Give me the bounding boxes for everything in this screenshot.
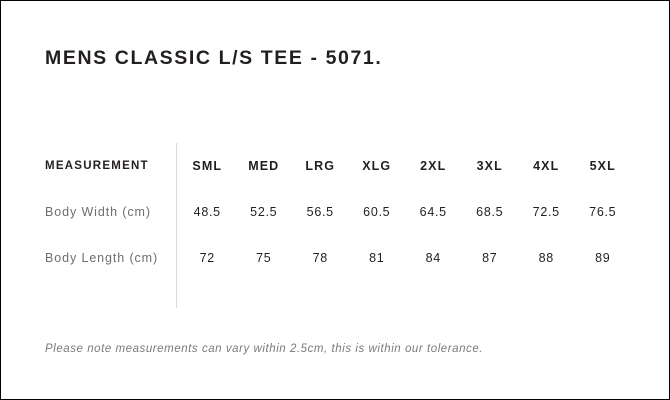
size-header-med: MED: [248, 159, 280, 173]
cell-body-width-3xl: 68.5: [476, 205, 504, 219]
cell-body-width-sml: 48.5: [193, 205, 221, 219]
cell-body-width-xlg: 60.5: [363, 205, 391, 219]
cell-body-width-2xl: 64.5: [419, 205, 447, 219]
cell-body-length-lrg: 78: [312, 251, 328, 265]
table-row: [45, 235, 631, 281]
cell-body-length-med: 75: [256, 251, 272, 265]
cell-body-width-lrg: 56.5: [306, 205, 334, 219]
size-header-5xl: 5XL: [589, 159, 616, 173]
size-header-sml: SML: [192, 159, 223, 173]
size-header-xlg: XLG: [362, 159, 392, 173]
tolerance-note: Please note measurements can vary within 2.5cm, this is within our tolerance.: [45, 343, 484, 355]
cell-body-width-5xl: 76.5: [589, 205, 617, 219]
size-header-2xl: 2XL: [420, 159, 447, 173]
cell-body-length-5xl: 89: [595, 251, 611, 265]
size-table-head: [45, 143, 631, 189]
cell-body-length-4xl: 88: [538, 251, 554, 265]
row-label-body-length: Body Length (cm): [45, 251, 159, 265]
size-header-3xl: 3XL: [476, 159, 503, 173]
size-table-container: [45, 143, 631, 281]
size-header-lrg: LRG: [305, 159, 336, 173]
cell-body-length-2xl: 84: [425, 251, 441, 265]
page-title: MENS CLASSIC L/S TEE - 5071.: [45, 47, 383, 69]
size-table-body: [45, 189, 631, 281]
cell-body-width-med: 52.5: [250, 205, 278, 219]
cell-body-length-3xl: 87: [482, 251, 498, 265]
cell-body-length-xlg: 81: [369, 251, 385, 265]
table-header-row: [45, 143, 631, 189]
size-header-4xl: 4XL: [533, 159, 560, 173]
size-table: [45, 143, 631, 281]
table-row: [45, 189, 631, 235]
cell-body-width-4xl: 72.5: [532, 205, 560, 219]
measurement-column-header: MEASUREMENT: [45, 160, 149, 172]
cell-body-length-sml: 72: [199, 251, 215, 265]
row-label-body-width: Body Width (cm): [45, 205, 151, 219]
